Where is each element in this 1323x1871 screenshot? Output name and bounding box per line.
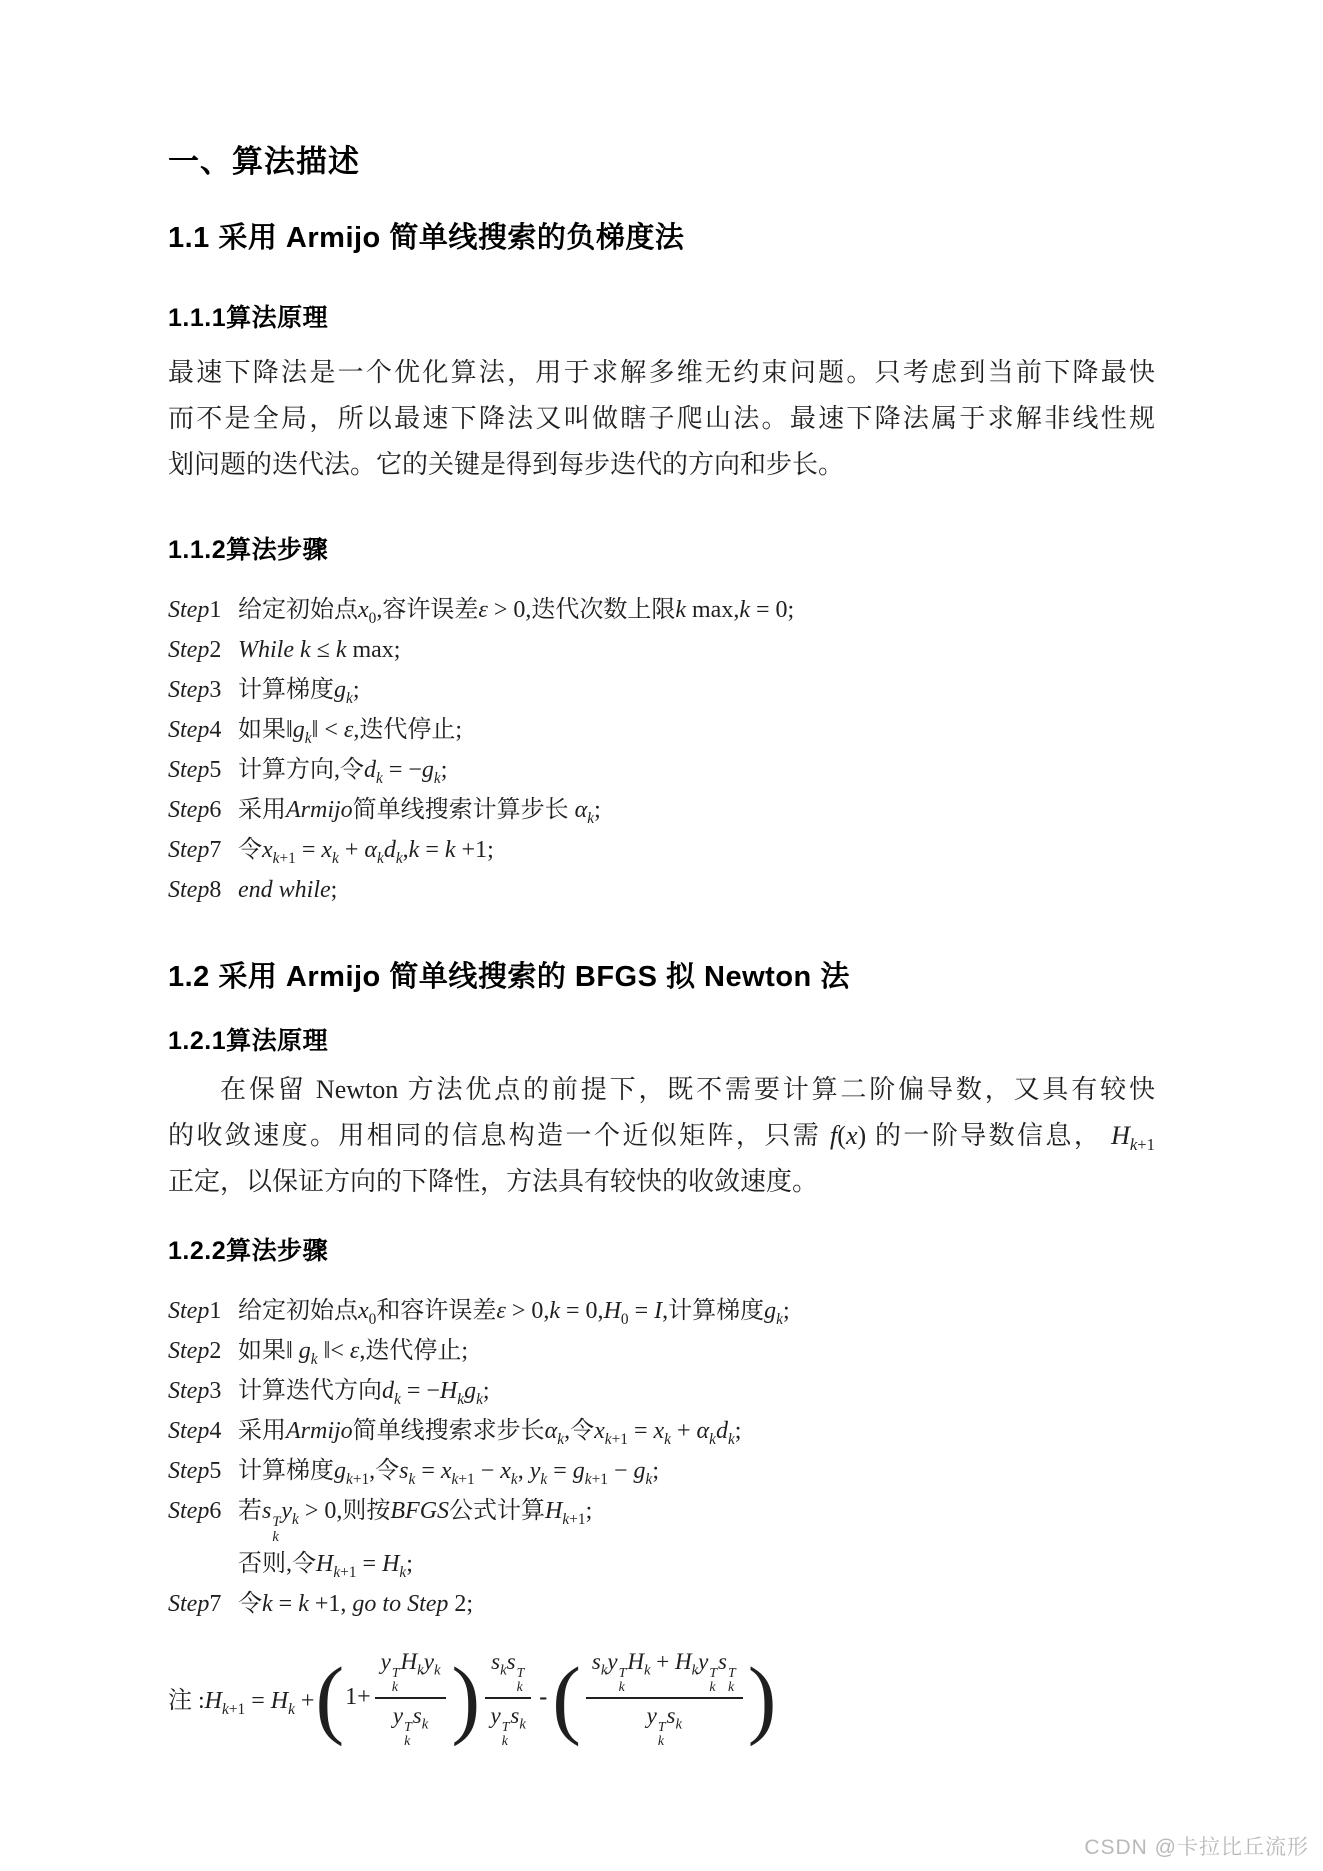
principle-paragraph-1-2 — [168, 1067, 1155, 1205]
step-label — [168, 1544, 238, 1584]
csdn-watermark: CSDN @卡拉比丘流形 — [1084, 1836, 1309, 1859]
fraction-denominator: y T k $s_k$ — [392, 1702, 429, 1748]
step-row — [168, 710, 1155, 750]
section-1-1-1-heading: 1.1.1算法原理 — [168, 304, 329, 332]
step-row — [168, 1491, 1155, 1544]
steps-list-1-1 — [168, 590, 1155, 910]
step-body: 如果‖ $g_k$ ‖< ε,迭代停止; — [238, 1338, 468, 1368]
paragraph-line: 划问题的迭代法。它的关键是得到每步迭代的方向和步长。 — [168, 450, 845, 479]
step-label: Step3 — [168, 677, 222, 703]
fraction-denominator: y T k $s_k$ — [490, 1702, 526, 1748]
step-label: Step7 — [168, 1591, 222, 1618]
step-label: Step6 — [168, 797, 222, 823]
formula-lead: 注 $:H_{k+1} = H_k$ + — [168, 1688, 315, 1719]
step-body: 采用Armijo简单线搜索求步长$\alpha_k$,令$x_{k+1} = x_k + \alpha_kd_k$; — [238, 1418, 742, 1448]
step-row — [168, 1371, 1155, 1411]
step-body: 给定初始点$x_0$,容许误差ε > 0,迭代次数上限k max,k = 0; — [238, 597, 795, 627]
step-row — [168, 1451, 1155, 1491]
step-row — [168, 1331, 1155, 1371]
formula-one-plus: 1+ — [345, 1684, 371, 1711]
step-row — [168, 670, 1155, 710]
main-title: 一、算法描述 — [168, 144, 360, 179]
step-label: Step2 — [168, 637, 222, 663]
section-1-2-1-heading: 1.2.1算法原理 — [168, 1027, 329, 1055]
step-row — [168, 830, 1155, 870]
fraction-2 — [485, 1648, 531, 1747]
step-label: Step5 — [168, 757, 222, 783]
step-body: 令$x_{k+1} = x_k + \alpha_kd_k,k = k +1$; — [238, 837, 494, 867]
step-body: 若s T k $y_k > 0$,则按BFGS公式计算$H_{k+1}$; — [238, 1498, 593, 1545]
fraction-1 — [375, 1648, 447, 1747]
paragraph-line: 最速下降法是一个优化算法，用于求解多维无约束问题。只考虑到当前下降最快 — [168, 358, 1155, 387]
step-label: Step4 — [168, 717, 222, 743]
step-label: Step3 — [168, 1378, 222, 1404]
step-body: end while; — [238, 877, 338, 903]
bfgs-update-formula: 注 $:H_{k+1} = H_k$ + ( 1+ y T k $H_ky_k$ y T k $s_k$ ) $s_ks$ T k y T k $s_k$ - ( $s_ky$ T k $H_k + H_ky$ T k s T k y T k $s_k$ ) — [168, 1649, 777, 1748]
step-body: 计算梯度$g_{k+1}$,令$s_k = x_{k+1} - x_k$, $y_k = g_{k+1} - g_k$; — [238, 1458, 659, 1488]
section-1-1-2-heading: 1.1.2算法步骤 — [168, 536, 329, 564]
fraction-numerator: $s_ky$ T k $H_k + H_ky$ T k s T k — [586, 1648, 743, 1699]
step-label: Step6 — [168, 1498, 222, 1524]
step-row-continuation — [168, 1544, 1155, 1584]
step-body: While k ≤ k max; — [238, 637, 401, 663]
step-body: 计算迭代方向$d_k = -H_kg_k$; — [238, 1378, 490, 1408]
fraction-numerator: $s_ks$ T k — [485, 1648, 531, 1699]
steps-list-1-2 — [168, 1291, 1155, 1624]
fraction-numerator: y T k $H_ky_k$ — [375, 1648, 447, 1699]
step-label: Step1 — [168, 1298, 222, 1324]
paragraph-line: 的收敛速度。用相同的信息构造一个近似矩阵，只需 f(x) 的一阶导数信息， $H_{k+1}$ — [168, 1121, 1155, 1155]
step-row — [168, 590, 1155, 630]
step-body: 计算梯度$g_k$; — [238, 677, 360, 707]
step-row — [168, 630, 1155, 670]
step-body: 令k = k +1, go to Step 2; — [238, 1591, 474, 1618]
principle-paragraph-1-1 — [168, 350, 1155, 488]
step-label: Step4 — [168, 1418, 222, 1444]
step-label: Step7 — [168, 837, 222, 863]
step-row — [168, 870, 1155, 910]
step-label: Step1 — [168, 597, 222, 623]
step-label: Step2 — [168, 1338, 222, 1364]
step-body: 给定初始点$x_0$和容许误差$\varepsilon > 0,k = 0,H_0 = I$,计算梯度$g_k$; — [238, 1298, 790, 1328]
step-row — [168, 1411, 1155, 1451]
step-label: Step5 — [168, 1458, 222, 1484]
fraction-denominator: y T k $s_k$ — [646, 1702, 682, 1748]
section-1-2-2-heading: 1.2.2算法步骤 — [168, 1237, 329, 1265]
step-body: 采用Armijo简单线搜索计算步长 $\alpha_k$; — [238, 797, 601, 827]
minus-sign: - — [539, 1684, 548, 1711]
step-row — [168, 1291, 1155, 1331]
step-body: 计算方向,令$d_k = -g_k$; — [238, 757, 448, 787]
paragraph-line: 而不是全局，所以最速下降法又叫做瞎子爬山法。最速下降法属于求解非线性规 — [168, 404, 1155, 433]
step-body: 如果$‖g_k‖ < \varepsilon$,迭代停止; — [238, 717, 462, 747]
section-1-2-heading: 1.2 采用 Armijo 简单线搜索的 BFGS 拟 Newton 法 — [168, 961, 850, 993]
step-row — [168, 1584, 1155, 1624]
step-row — [168, 750, 1155, 790]
paragraph-line: 正定，以保证方向的下降性，方法具有较快的收敛速度。 — [168, 1167, 819, 1196]
step-label: Step8 — [168, 877, 222, 903]
step-body: 否则,令$H_{k+1} = H_k$; — [238, 1551, 413, 1582]
paragraph-line: 在保留 Newton 方法优点的前提下，既不需要计算二阶偏导数，又具有较快 — [220, 1075, 1155, 1104]
fraction-3 — [586, 1648, 743, 1747]
section-1-1-heading: 1.1 采用 Armijo 简单线搜索的负梯度法 — [168, 222, 685, 254]
step-row — [168, 790, 1155, 830]
